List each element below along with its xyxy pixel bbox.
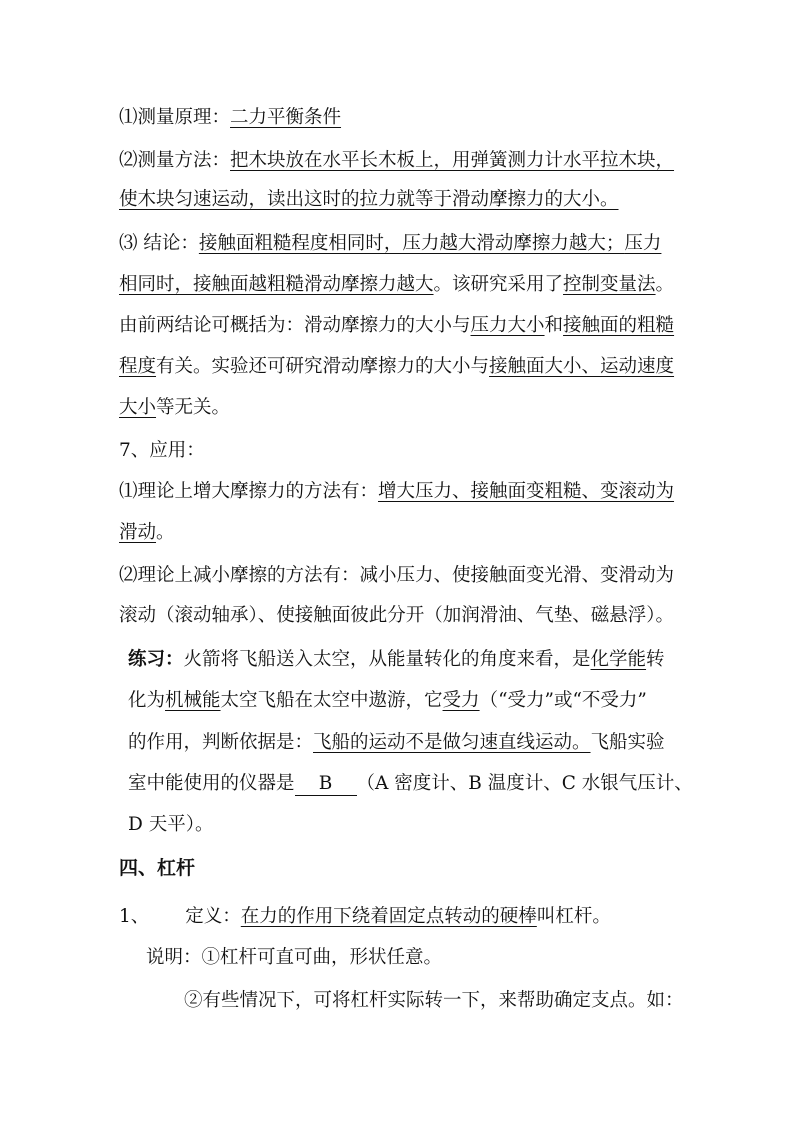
- line-exercise-4: [128, 771, 693, 797]
- exercise-answer-chemical: 化学能: [590, 649, 647, 670]
- line-conclusion-5: [119, 395, 230, 421]
- decrease-friction-text-2: 滚动（滚动轴承）、使接触面彼此分开（加润滑油、气垫、磁悬浮）。: [119, 605, 675, 626]
- conclusion-text-5: 有关。实验还可研究滑动摩擦力的大小与: [156, 356, 490, 377]
- conclusion-answer-2a: 压力: [624, 233, 662, 254]
- conclusion-text-6: 等无关。: [156, 397, 231, 418]
- measure-principle-answer: 二力平衡条件: [230, 107, 342, 128]
- line-conclusion-1: [119, 231, 661, 257]
- conclusion-label: ⑶ 结论：: [119, 233, 199, 254]
- line-measure-principle: [119, 105, 341, 131]
- line-exercise-2: [128, 688, 647, 714]
- factor-roughness-b: 程度: [119, 356, 157, 377]
- line-conclusion-3: [119, 313, 674, 339]
- conclusion-text-3: 由前两结论可概括为：滑动摩擦力的大小与: [119, 315, 471, 336]
- line-note-2: [184, 988, 684, 1014]
- factor-irrelevant-b: 大小: [119, 397, 157, 418]
- line-application-title: [119, 438, 205, 464]
- exercise-text-8: 室中能使用的仪器是: [128, 773, 295, 794]
- exercise-text-1: 火箭将飞船送入太空，从能量转化的角度来看，是: [183, 649, 591, 670]
- factor-roughness-a: 接触面的粗糙: [563, 315, 675, 336]
- definition-end: 叫杠杆。: [536, 906, 611, 927]
- factor-irrelevant-a: 接触面大小、运动速度: [489, 356, 675, 377]
- line-exercise-5: [128, 812, 213, 838]
- application-title: 7、应用：: [119, 440, 205, 461]
- conclusion-method: 控制变量法: [563, 274, 656, 295]
- line-decrease-friction-2: [119, 603, 674, 629]
- measure-method-answer-1: 把木块放在水平长木板上，用弹簧测力计水平拉木块，: [230, 150, 675, 171]
- increase-friction-answer-1: 增大压力、接触面变粗糙、变滚动为: [378, 481, 675, 502]
- line-conclusion-4: [119, 354, 674, 380]
- exercise-text-2: 转: [646, 649, 665, 670]
- line-measure-method-1: [119, 148, 674, 174]
- line-note-1: [146, 945, 442, 971]
- exercise-text-3: 化为: [128, 690, 166, 711]
- line-conclusion-2: [119, 272, 674, 298]
- definition-answer: 在力的作用下绕着固定点转动的硬棒: [240, 906, 537, 927]
- exercise-text-5: （“受力”或“不受力”: [479, 690, 647, 711]
- conclusion-answer-2b: 相同时，接触面越粗糙滑动摩擦力越大: [119, 274, 434, 295]
- exercise-text-4: 太空飞船在太空中遨游，它: [220, 690, 443, 711]
- exercise-answer-force: 受力: [442, 690, 480, 711]
- note-2: ②有些情况下，可将杠杆实际转一下，来帮助确定支点。如：: [184, 990, 684, 1011]
- conclusion-text-4: 和: [544, 315, 564, 336]
- exercise-answer-reason: 飞船的运动不是做匀速直线运动。: [313, 732, 591, 753]
- exercise-text-10: D 天平）。: [128, 814, 214, 835]
- exercise-text-7: 飞船实验: [590, 732, 665, 753]
- measure-method-answer-2: 使木块匀速运动，读出这时的拉力就等于滑动摩擦力的大小。: [119, 189, 619, 210]
- section-lever-title: 四、杠杆: [119, 857, 196, 879]
- factor-pressure: 压力大小: [470, 315, 545, 336]
- exercise-label: 练习：: [128, 649, 184, 670]
- line-increase-friction-2: [119, 520, 175, 546]
- conclusion-answer-1: 接触面粗糙程度相同时，压力越大滑动摩擦力越大；: [198, 233, 625, 254]
- exercise-text-9: （A 密度计、B 温度计、C 水银气压计、: [356, 773, 693, 794]
- decrease-friction-text-1: ⑵理论上减小摩擦的方法有：减小压力、使接触面变光滑、变滑动为: [119, 565, 675, 586]
- exercise-answer-mechanical: 机械能: [165, 690, 221, 711]
- measure-method-label: ⑵测量方法：: [119, 150, 231, 171]
- line-lever-definition: [119, 904, 611, 930]
- exercise-answer-instrument: B: [295, 773, 357, 796]
- increase-friction-end: 。: [156, 522, 175, 543]
- line-measure-method-2: [119, 187, 619, 213]
- line-exercise-1: [128, 647, 665, 673]
- exercise-text-6: 的作用，判断依据是：: [128, 732, 314, 753]
- note-1: 说明：①杠杆可直可曲，形状任意。: [146, 947, 443, 968]
- measure-principle-label: ⑴测量原理：: [119, 107, 231, 128]
- conclusion-text-2: 。: [655, 274, 675, 295]
- definition-label: 定义：: [185, 906, 241, 927]
- line-exercise-3: [128, 730, 665, 756]
- conclusion-text-1: 。该研究采用了: [433, 274, 564, 295]
- line-increase-friction-1: [119, 479, 674, 505]
- definition-number: 1、: [119, 906, 150, 927]
- increase-friction-answer-2: 滑动: [119, 522, 157, 543]
- line-decrease-friction-1: [119, 563, 674, 589]
- increase-friction-label: ⑴理论上增大摩擦力的方法有：: [119, 481, 379, 502]
